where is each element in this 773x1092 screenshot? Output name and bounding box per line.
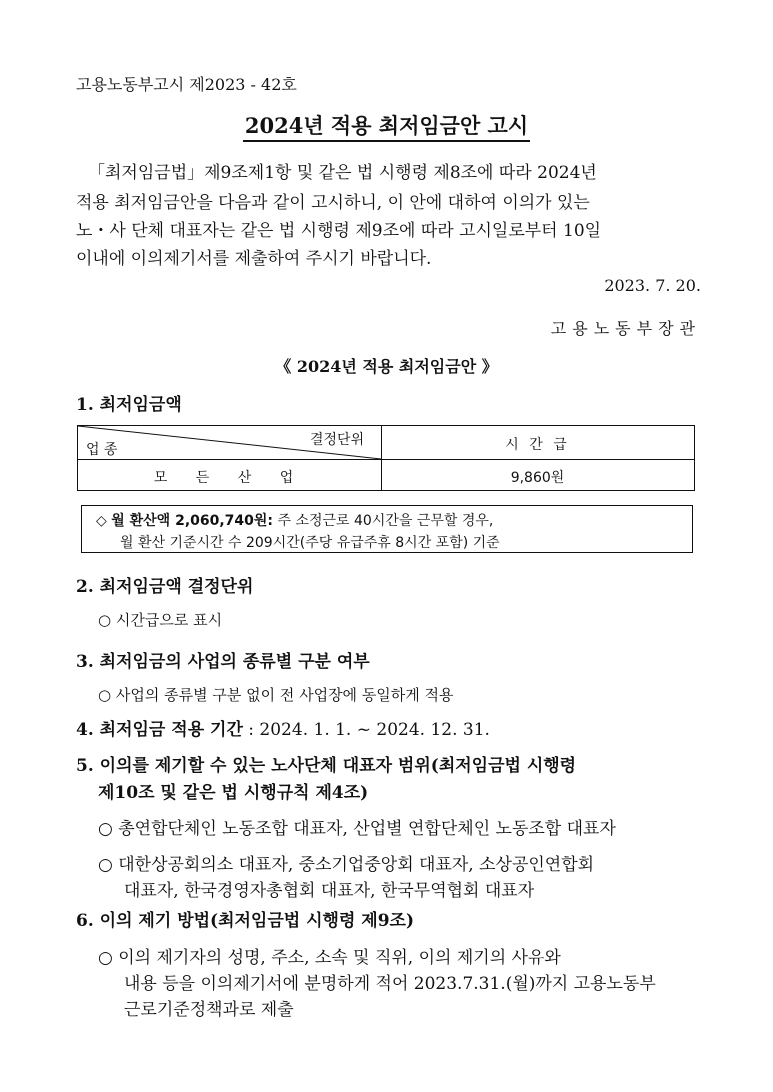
intro-line-1: 「최저임금법」제9조제1항 및 같은 법 시행령 제8조에 따라 2024년 [88,163,597,183]
table-corner-decision-unit: 결정단위 [310,432,365,448]
section-6-heading: 6. 이의 제기 방법(최저임금법 시행령 제9조) [76,911,415,931]
section-5-bullet-2-line-2: 대표자, 한국경영자총협회 대표자, 한국무역협회 대표자 [124,881,535,901]
intro-line-2: 적용 최저임금안을 다음과 같이 고시하니, 이 안에 대하여 이의가 있는 [76,193,590,213]
section-5-heading-line-1: 5. 이의를 제기할 수 있는 노사단체 대표자 범위(최저임금법 시행령 [76,756,577,776]
diamond-icon: ◇ [96,513,107,529]
notice-date: 2023. 7. 20. [604,276,701,295]
section-2-heading: 2. 최저임금액 결정단위 [76,577,254,597]
section-4-period: : 2024. 1. 1. ~ 2024. 12. 31. [242,720,490,740]
issuer-name: 고용노동부장관 [550,319,701,338]
intro-line-4: 이내에 이의제기서를 제출하여 주시기 바랍니다. [76,249,432,269]
section-3-heading: 3. 최저임금의 사업의 종류별 구분 여부 [76,652,370,672]
section-5-heading-line-2: 제10조 및 같은 법 시행규칙 제4조) [98,783,369,803]
note-line-1-text: 주 소정근로 40시간을 근무할 경우, [273,513,494,529]
wage-table [77,425,695,491]
intro-line-3: 노・사 단체 대표자는 같은 법 시행령 제9조에 따라 고시일로부터 10일 [76,221,602,241]
document-title [0,110,773,140]
section-4-heading: 4. 최저임금 적용 기간 [76,720,243,740]
note-monthly-amount: 월 환산액 2,060,740원: [111,513,274,529]
document-title-text: 2024년 적용 최저임금안 고시 [243,113,530,142]
notice-number: 고용노동부고시 제2023 - 42호 [76,75,297,94]
section-6-bullet-line-1: ○ 이의 제기자의 성명, 주소, 소속 및 직위, 이의 제기의 사유와 [98,948,561,968]
table-header-hourly-wage: 시 간 급 [505,437,570,453]
section-6-bullet-line-3: 근로기준정책과로 제출 [124,1000,294,1020]
section-4-line [76,715,490,740]
section-5-bullet-2-line-1: ○ 대한상공회의소 대표자, 중소기업중앙회 대표자, 소상공인연합회 [98,855,595,875]
table-corner-industry: 업 종 [86,442,118,458]
section-1-heading: 1. 최저임금액 [76,395,182,415]
note-line-1 [96,510,493,530]
section-6-bullet-line-2: 내용 등을 이의제기서에 분명하게 적어 2023.7.31.(월)까지 고용노동부 [124,974,656,994]
section-5-bullet-1: ○ 총연합단체인 노동조합 대표자, 산업별 연합단체인 노동조합 대표자 [98,819,616,839]
table-row-divider [78,459,694,460]
monthly-conversion-note [81,505,693,553]
table-row-industry: 모 든 산 업 [153,470,306,486]
section-3-bullet: ○ 사업의 종류별 구분 없이 전 사업장에 동일하게 적용 [98,686,454,704]
draft-title: 《 2024년 적용 최저임금안 》 [275,357,498,376]
note-line-2: 월 환산 기준시간 수 209시간(주당 유급주휴 8시간 포함) 기준 [120,535,500,551]
section-2-bullet: ○ 시간급으로 표시 [98,611,223,629]
table-row-wage-value: 9,860원 [510,470,565,486]
